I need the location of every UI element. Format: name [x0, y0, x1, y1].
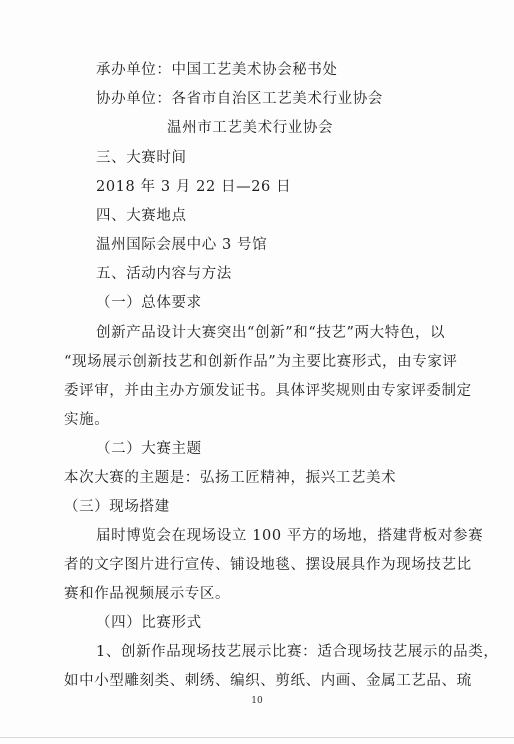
subheading-theme: （二）大赛主题	[96, 441, 202, 457]
section-heading-activities: 五、活动内容与方法	[96, 266, 232, 282]
subheading-general: （一）总体要求	[96, 295, 202, 311]
paragraph-line: 创新产品设计大赛突出“创新”和“技艺”两大特色，以	[96, 325, 446, 341]
co-organizer-line: 协办单位：各省市自治区工艺美术行业协会	[96, 91, 383, 107]
page-bottom-edge	[0, 737, 514, 738]
page-number: 10	[251, 696, 263, 706]
organizer-line: 承办单位：中国工艺美术协会秘书处	[96, 62, 338, 78]
paragraph-line: 如中小型雕刻类、刺绣、编织、剪纸、内画、金属工艺品、琉	[64, 673, 472, 689]
event-date: 2018 年 3 月 22 日—26 日	[96, 179, 292, 195]
paragraph-line: 赛和作品视频展示专区。	[64, 586, 231, 602]
theme-text: 本次大赛的主题是：弘扬工匠精神，振兴工艺美术	[64, 470, 397, 486]
paragraph-line: 者的文字图片进行宣传、铺设地毯、摆设展具作为现场技艺比	[64, 557, 472, 573]
subheading-format: （四）比赛形式	[96, 615, 202, 631]
paragraph-line: 届时博览会在现场设立 100 平方的场地，搭建背板对参赛	[96, 528, 484, 544]
section-heading-time: 三、大赛时间	[96, 150, 187, 166]
paragraph-line: 1、创新作品现场技艺展示比赛：适合现场技艺展示的品类，	[96, 644, 499, 660]
subheading-setup: （三）现场搭建	[64, 499, 170, 515]
co-organizer-continued: 温州市工艺美术行业协会	[167, 120, 334, 136]
paragraph-line: 委评审，并由主办方颁发证书。具体评奖规则由专家评委制定	[64, 383, 472, 399]
paragraph-line: 实施。	[64, 412, 110, 428]
event-venue: 温州国际会展中心 3 号馆	[96, 237, 268, 253]
paragraph-line: “现场展示创新技艺和创新作品”为主要比赛形式，由专家评	[64, 354, 458, 370]
section-heading-venue: 四、大赛地点	[96, 208, 187, 224]
